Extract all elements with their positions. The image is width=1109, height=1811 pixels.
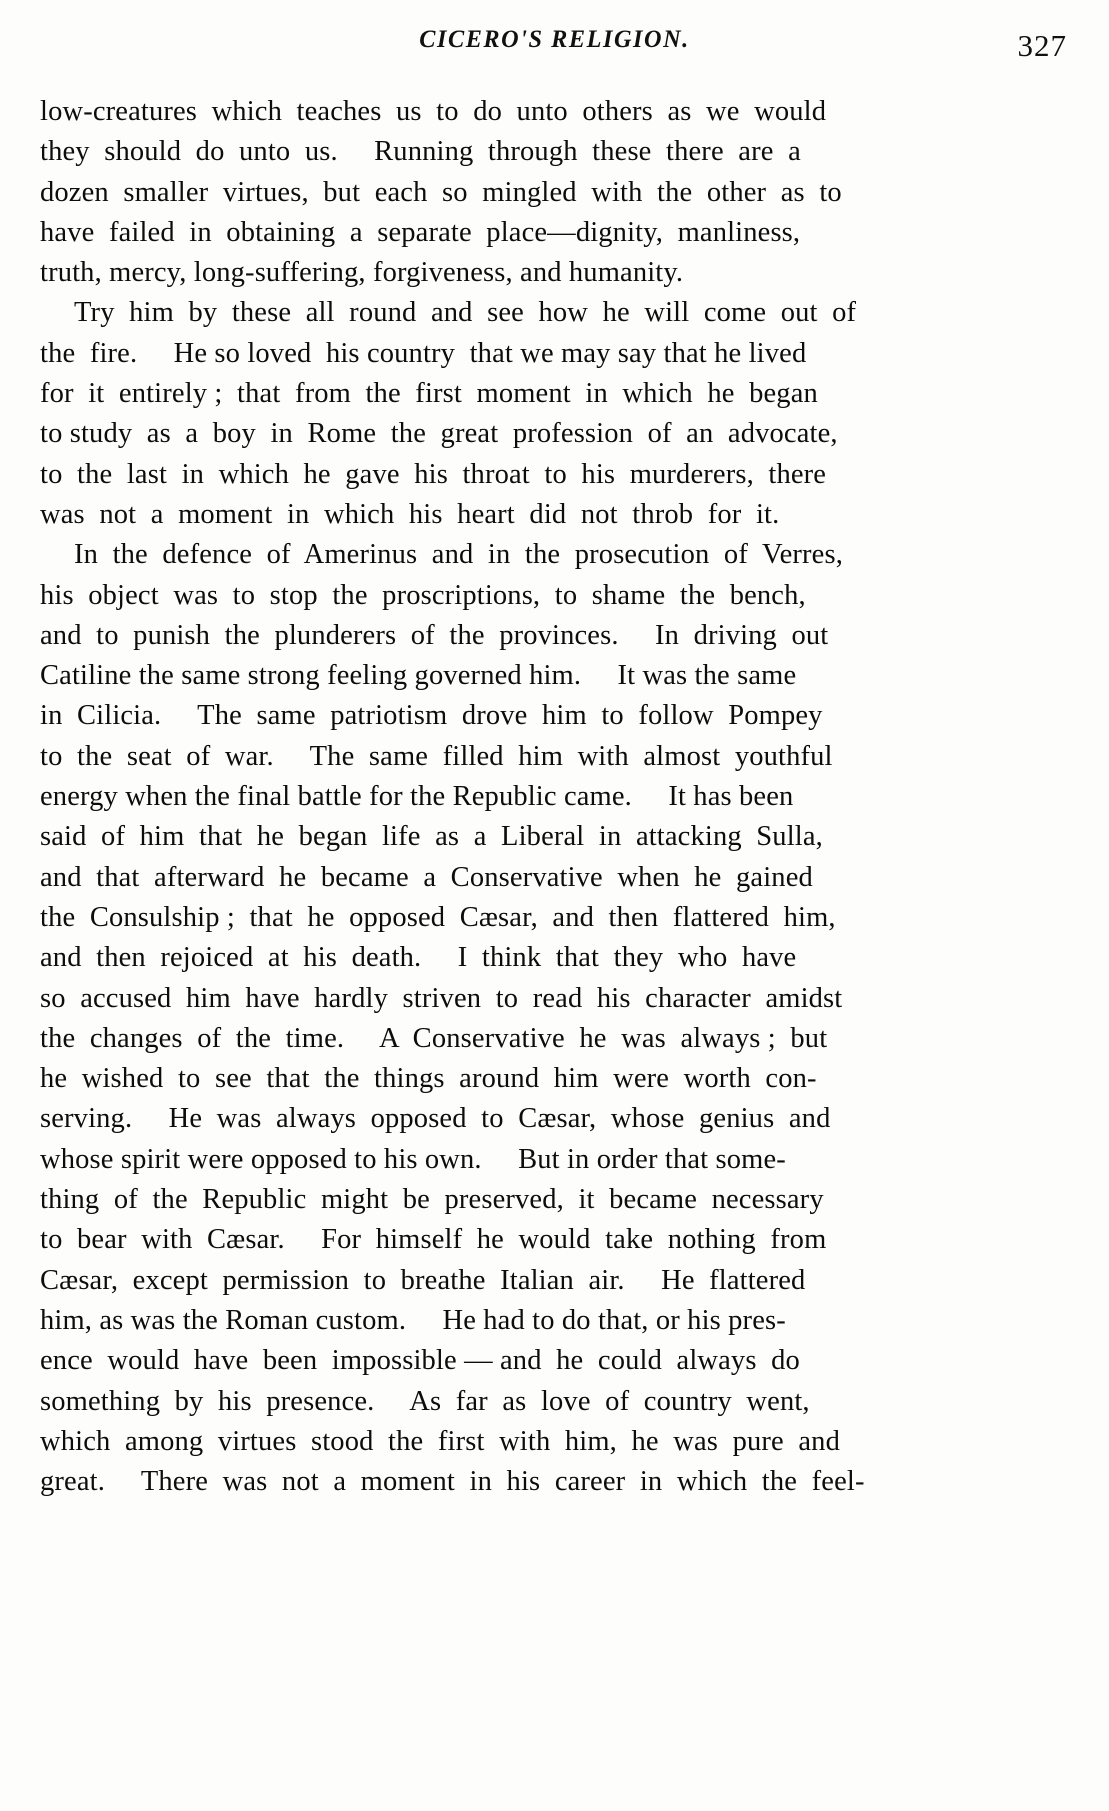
text-line: the fire. He so loved his country that we may say that he lived [40, 337, 807, 369]
text-line: the Consulship ; that he opposed Cæsar, and then flattered him, [40, 901, 836, 933]
text-line: serving. He was always opposed to Cæsar, whose genius and [40, 1103, 831, 1135]
text-line: his object was to stop the proscriptions, to shame the bench, [40, 579, 806, 611]
text-line: and that afterward he became a Conservative when he gained [40, 861, 813, 893]
text-line: Cæsar, except permission to breathe Italian air. He flattered [40, 1264, 806, 1296]
text-line: and to punish the plunderers of the provinces. In driving out [40, 619, 829, 651]
text-line: have failed in obtaining a separate place—dignity, manliness, [40, 216, 801, 248]
text-line [40, 535, 1070, 575]
text-line: low-creatures which teaches us to do unto others as we would [40, 96, 827, 127]
running-head: CICERO'S RELIGION. [419, 26, 690, 53]
line-text: Try him by these all round and see how he will come out of [74, 297, 857, 329]
text-line: to the seat of war. The same filled him with almost youthful [40, 740, 833, 772]
text-line: he wished to see that the things around him were worth con- [40, 1063, 817, 1095]
text-line: energy when the final battle for the Republic came. It has been [40, 781, 794, 813]
text-line: thing of the Republic might be preserved, it became necessary [40, 1184, 824, 1216]
paragraph [40, 535, 1070, 1502]
text-line: to the last in which he gave his throat to his murderers, there [40, 458, 827, 490]
text-line: said of him that he began life as a Liberal in attacking Sulla, [40, 821, 823, 853]
page-header [0, 26, 1109, 66]
text-line: the changes of the time. A Conservative he was always ; but [40, 1022, 828, 1054]
text-line: was not a moment in which his heart did not throb for it. [40, 498, 780, 530]
page-number: 327 [1017, 28, 1067, 63]
text-line: for it entirely ; that from the first moment in which he began [40, 378, 818, 410]
paragraph [40, 92, 1070, 293]
body-text [40, 92, 1070, 1502]
text-line: something by his presence. As far as love of country went, [40, 1385, 810, 1417]
text-line: which among virtues stood the first with him, he was pure and [40, 1425, 840, 1457]
paragraph [40, 293, 1070, 535]
text-line: and then rejoiced at his death. I think that they who have [40, 942, 797, 974]
text-line: they should do unto us. Running through these there are a [40, 136, 801, 168]
text-line: in Cilicia. The same patriotism drove him to follow Pompey [40, 700, 823, 732]
text-line: to bear with Cæsar. For himself he would take nothing from [40, 1224, 827, 1256]
text-line [40, 293, 1070, 333]
line-text: In the defence of Amerinus and in the prosecution of Verres, [74, 539, 843, 571]
text-line: truth, mercy, long-suffering, forgiveness, and humanity. [40, 257, 684, 289]
text-line: dozen smaller virtues, but each so mingled with the other as to [40, 176, 842, 208]
text-line: ence would have been impossible — and he could always do [40, 1345, 800, 1377]
text-line: whose spirit were opposed to his own. But in order that some- [40, 1143, 786, 1175]
text-line: great. There was not a moment in his career in which the feel- [40, 1466, 865, 1498]
text-line: him, as was the Roman custom. He had to do that, or his pres- [40, 1304, 786, 1336]
text-line: to study as a boy in Rome the great profession of an advocate, [40, 418, 838, 450]
text-line: so accused him have hardly striven to read his character amidst [40, 982, 843, 1014]
text-line: Catiline the same strong feeling governed him. It was the same [40, 660, 797, 692]
